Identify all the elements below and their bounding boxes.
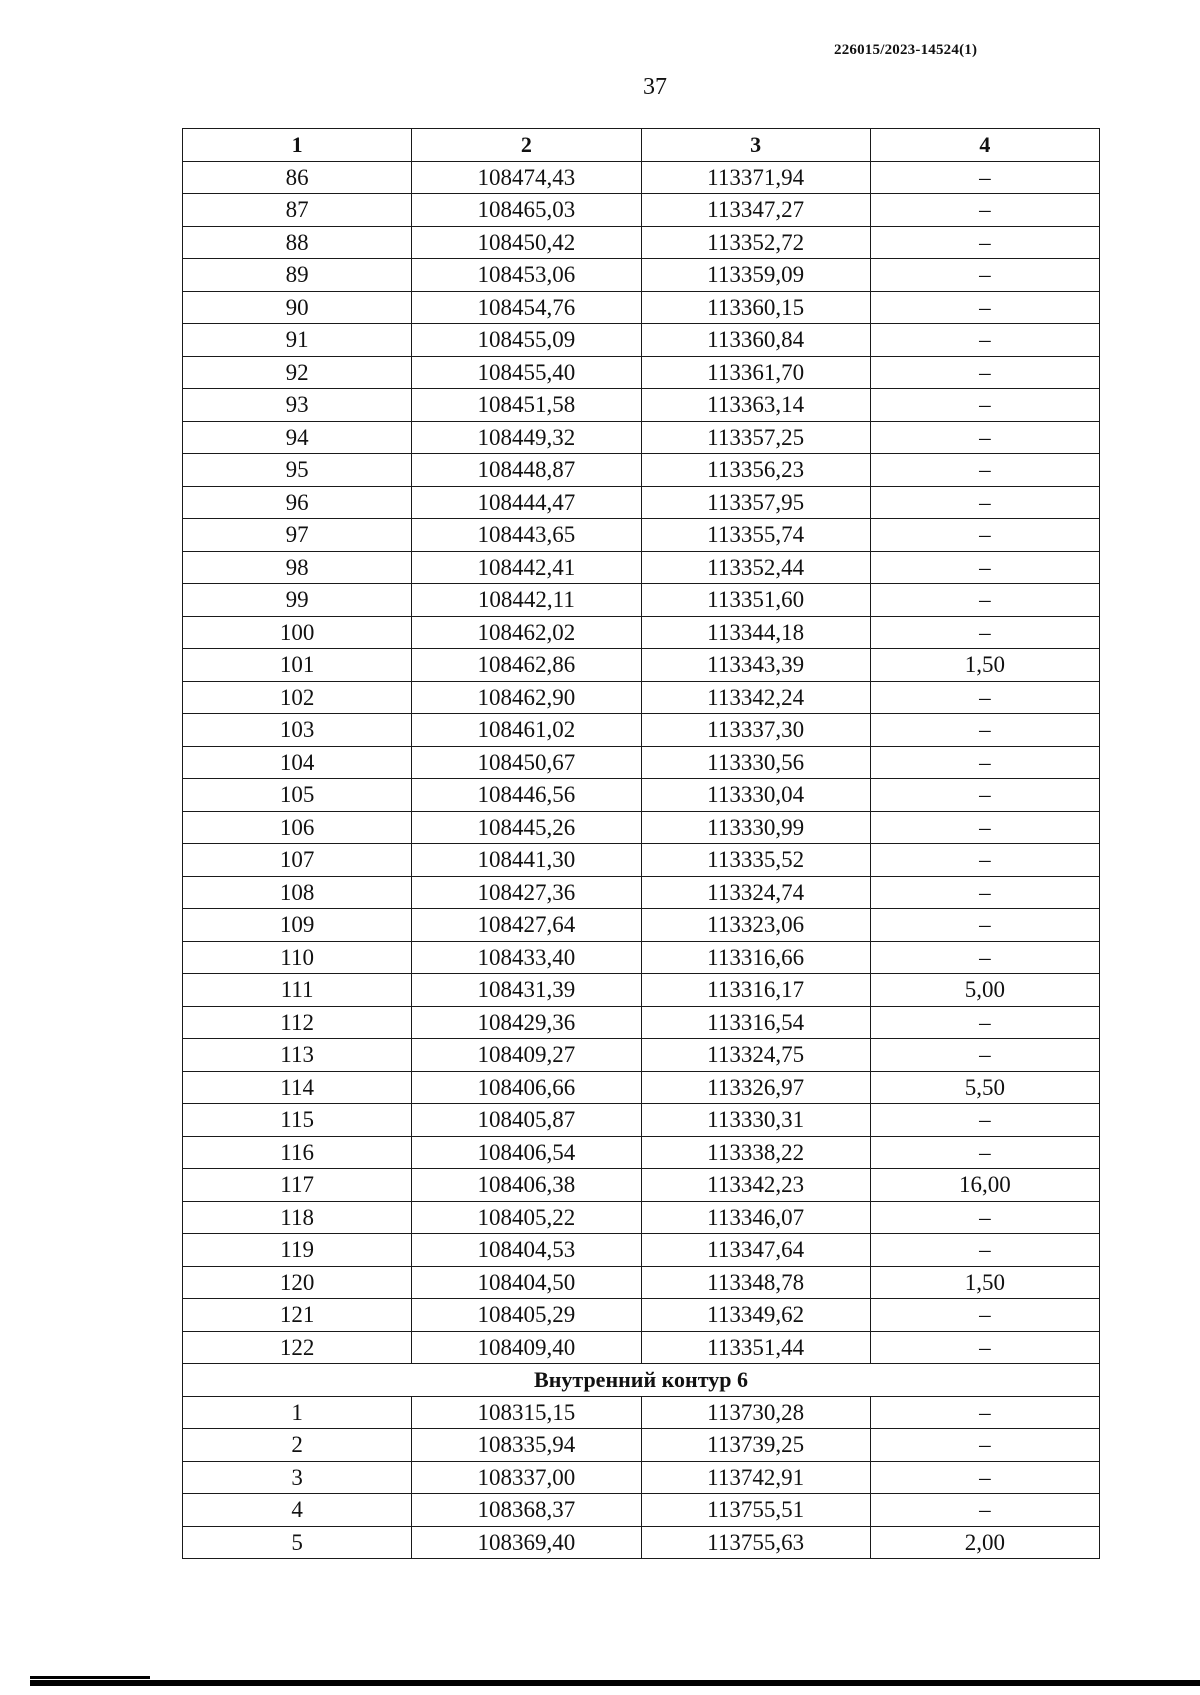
table-cell: 16,00 xyxy=(870,1169,1099,1202)
table-cell: 108405,29 xyxy=(412,1299,641,1332)
table-row xyxy=(183,714,1100,747)
table-cell: 88 xyxy=(183,226,412,259)
table-cell: 113755,63 xyxy=(641,1526,870,1559)
table-cell: 113351,44 xyxy=(641,1331,870,1364)
table-cell: 96 xyxy=(183,486,412,519)
table-cell: 108433,40 xyxy=(412,941,641,974)
table-cell: 113363,14 xyxy=(641,389,870,422)
table-row xyxy=(183,584,1100,617)
table-cell: 108451,58 xyxy=(412,389,641,422)
table-cell: 5 xyxy=(183,1526,412,1559)
table-cell: 108406,66 xyxy=(412,1071,641,1104)
table-row xyxy=(183,194,1100,227)
table-cell: 113338,22 xyxy=(641,1136,870,1169)
table-cell: 117 xyxy=(183,1169,412,1202)
table-row xyxy=(183,1526,1100,1559)
table-cell: 5,00 xyxy=(870,974,1099,1007)
table-cell: 106 xyxy=(183,811,412,844)
table-cell: 113330,31 xyxy=(641,1104,870,1137)
table-cell: – xyxy=(870,1136,1099,1169)
table-cell: 108462,02 xyxy=(412,616,641,649)
table-cell: 108442,41 xyxy=(412,551,641,584)
table-cell: 113326,97 xyxy=(641,1071,870,1104)
table-cell: 108454,76 xyxy=(412,291,641,324)
table-row xyxy=(183,291,1100,324)
table-row xyxy=(183,389,1100,422)
table-cell: 113371,94 xyxy=(641,161,870,194)
table-cell: 87 xyxy=(183,194,412,227)
table-row xyxy=(183,1299,1100,1332)
table-cell: 113323,06 xyxy=(641,909,870,942)
table-cell: 1 xyxy=(183,1396,412,1429)
table-cell: – xyxy=(870,291,1099,324)
table-row xyxy=(183,454,1100,487)
column-header: 3 xyxy=(641,129,870,162)
table-row xyxy=(183,1494,1100,1527)
table-cell: 113361,70 xyxy=(641,356,870,389)
table-cell: 108 xyxy=(183,876,412,909)
table-row xyxy=(183,1331,1100,1364)
table-row xyxy=(183,324,1100,357)
table-cell: 92 xyxy=(183,356,412,389)
column-header: 2 xyxy=(412,129,641,162)
table-cell: – xyxy=(870,1461,1099,1494)
table-cell: 90 xyxy=(183,291,412,324)
table-cell: 1,50 xyxy=(870,1266,1099,1299)
table-cell: 99 xyxy=(183,584,412,617)
table-cell: 118 xyxy=(183,1201,412,1234)
table-row xyxy=(183,1266,1100,1299)
table-cell: 108405,87 xyxy=(412,1104,641,1137)
table-cell: 105 xyxy=(183,779,412,812)
section-header-row xyxy=(183,1364,1100,1397)
table-cell: 113355,74 xyxy=(641,519,870,552)
table-cell: – xyxy=(870,811,1099,844)
table-row xyxy=(183,226,1100,259)
table-row xyxy=(183,941,1100,974)
table-row xyxy=(183,1234,1100,1267)
table-cell: – xyxy=(870,1396,1099,1429)
table-cell: 119 xyxy=(183,1234,412,1267)
column-header: 4 xyxy=(870,129,1099,162)
table-row xyxy=(183,681,1100,714)
scan-edge-line xyxy=(30,1676,150,1679)
table-cell: – xyxy=(870,1006,1099,1039)
table-row xyxy=(183,649,1100,682)
table-cell: 113 xyxy=(183,1039,412,1072)
table-cell: 108404,53 xyxy=(412,1234,641,1267)
table-cell: – xyxy=(870,1234,1099,1267)
table-row xyxy=(183,844,1100,877)
table-cell: – xyxy=(870,779,1099,812)
table-cell: 108455,09 xyxy=(412,324,641,357)
table-cell: – xyxy=(870,421,1099,454)
table-cell: 113337,30 xyxy=(641,714,870,747)
table-cell: 5,50 xyxy=(870,1071,1099,1104)
table-cell: 113349,62 xyxy=(641,1299,870,1332)
table-cell: – xyxy=(870,1429,1099,1462)
table-cell: 108369,40 xyxy=(412,1526,641,1559)
table-cell: – xyxy=(870,1039,1099,1072)
table-cell: 108406,38 xyxy=(412,1169,641,1202)
doc-number: 226015/2023-14524(1) xyxy=(834,42,978,58)
table-cell: 108368,37 xyxy=(412,1494,641,1527)
table-row xyxy=(183,909,1100,942)
table-cell: – xyxy=(870,226,1099,259)
table-cell: 2,00 xyxy=(870,1526,1099,1559)
table-cell: 112 xyxy=(183,1006,412,1039)
table-cell: 113343,39 xyxy=(641,649,870,682)
table-row xyxy=(183,161,1100,194)
table-cell: 115 xyxy=(183,1104,412,1137)
table-row xyxy=(183,1006,1100,1039)
table-cell: – xyxy=(870,259,1099,292)
table-cell: 113316,66 xyxy=(641,941,870,974)
scan-edge-bar xyxy=(30,1680,1200,1686)
table-row xyxy=(183,356,1100,389)
table-row xyxy=(183,259,1100,292)
table-cell: 108449,32 xyxy=(412,421,641,454)
table-body xyxy=(183,161,1100,1364)
table-cell: 113357,95 xyxy=(641,486,870,519)
table-cell: 91 xyxy=(183,324,412,357)
table-cell: 108453,06 xyxy=(412,259,641,292)
table-cell: 113351,60 xyxy=(641,584,870,617)
table-cell: 95 xyxy=(183,454,412,487)
table-cell: – xyxy=(870,519,1099,552)
table-cell: 108441,30 xyxy=(412,844,641,877)
table-cell: 108445,26 xyxy=(412,811,641,844)
table-cell: 113316,17 xyxy=(641,974,870,1007)
table-cell: 3 xyxy=(183,1461,412,1494)
table-cell: 108462,86 xyxy=(412,649,641,682)
table-cell: 108442,11 xyxy=(412,584,641,617)
table-cell: – xyxy=(870,194,1099,227)
table-cell: 108450,67 xyxy=(412,746,641,779)
table-cell: 110 xyxy=(183,941,412,974)
table-cell: 113335,52 xyxy=(641,844,870,877)
table-cell: 108315,15 xyxy=(412,1396,641,1429)
table-cell: 113342,23 xyxy=(641,1169,870,1202)
table-cell: 108450,42 xyxy=(412,226,641,259)
table-cell: – xyxy=(870,681,1099,714)
table-row xyxy=(183,486,1100,519)
table-row xyxy=(183,1039,1100,1072)
table-cell: 116 xyxy=(183,1136,412,1169)
table-row xyxy=(183,876,1100,909)
table-cell: 89 xyxy=(183,259,412,292)
table-cell: 108406,54 xyxy=(412,1136,641,1169)
table-row xyxy=(183,421,1100,454)
table-cell: 108444,47 xyxy=(412,486,641,519)
table-cell: 100 xyxy=(183,616,412,649)
table-cell: 113330,99 xyxy=(641,811,870,844)
table-cell: – xyxy=(870,1104,1099,1137)
table-cell: – xyxy=(870,876,1099,909)
table-row xyxy=(183,1201,1100,1234)
table-cell: 113359,09 xyxy=(641,259,870,292)
table-cell: 101 xyxy=(183,649,412,682)
table-cell: – xyxy=(870,486,1099,519)
table-cell: 113342,24 xyxy=(641,681,870,714)
table-cell: – xyxy=(870,746,1099,779)
table-cell: – xyxy=(870,844,1099,877)
table-cell: 108409,27 xyxy=(412,1039,641,1072)
table-cell: 108405,22 xyxy=(412,1201,641,1234)
table-cell: 113348,78 xyxy=(641,1266,870,1299)
table-cell: 108427,36 xyxy=(412,876,641,909)
table-row xyxy=(183,1461,1100,1494)
table-row xyxy=(183,1071,1100,1104)
table-cell: 108337,00 xyxy=(412,1461,641,1494)
table-cell: 108455,40 xyxy=(412,356,641,389)
table-cell: 108335,94 xyxy=(412,1429,641,1462)
table-cell: 108427,64 xyxy=(412,909,641,942)
table-cell: 2 xyxy=(183,1429,412,1462)
table-row xyxy=(183,779,1100,812)
table-cell: 113347,27 xyxy=(641,194,870,227)
table-row xyxy=(183,1396,1100,1429)
table-cell: 113324,75 xyxy=(641,1039,870,1072)
section-table-body xyxy=(183,1396,1100,1559)
table-cell: 86 xyxy=(183,161,412,194)
table-cell: 122 xyxy=(183,1331,412,1364)
table-row xyxy=(183,974,1100,1007)
table-cell: 108409,40 xyxy=(412,1331,641,1364)
table-cell: 113352,72 xyxy=(641,226,870,259)
table-cell: – xyxy=(870,324,1099,357)
table-row xyxy=(183,551,1100,584)
coordinates-table xyxy=(182,128,1100,1559)
table-cell: 113324,74 xyxy=(641,876,870,909)
table-cell: 113316,54 xyxy=(641,1006,870,1039)
table-cell: 113739,25 xyxy=(641,1429,870,1462)
section-title: Внутренний контур 6 xyxy=(183,1364,1100,1397)
table-cell: 113730,28 xyxy=(641,1396,870,1429)
table-cell: 103 xyxy=(183,714,412,747)
table-cell: 94 xyxy=(183,421,412,454)
table-cell: 4 xyxy=(183,1494,412,1527)
table-cell: – xyxy=(870,389,1099,422)
table-cell: 108474,43 xyxy=(412,161,641,194)
table-cell: – xyxy=(870,1299,1099,1332)
table-cell: 113360,84 xyxy=(641,324,870,357)
table-cell: 104 xyxy=(183,746,412,779)
table-cell: 113356,23 xyxy=(641,454,870,487)
table-cell: – xyxy=(870,1494,1099,1527)
table-cell: 113344,18 xyxy=(641,616,870,649)
table-cell: 113357,25 xyxy=(641,421,870,454)
table-cell: 108446,56 xyxy=(412,779,641,812)
table-cell: 108448,87 xyxy=(412,454,641,487)
table-cell: 113352,44 xyxy=(641,551,870,584)
table-row xyxy=(183,1169,1100,1202)
table-cell: 108461,02 xyxy=(412,714,641,747)
table-cell: 102 xyxy=(183,681,412,714)
table-cell: – xyxy=(870,356,1099,389)
table-cell: 120 xyxy=(183,1266,412,1299)
table-cell: 108443,65 xyxy=(412,519,641,552)
table-cell: – xyxy=(870,1201,1099,1234)
table-cell: 113347,64 xyxy=(641,1234,870,1267)
table-cell: – xyxy=(870,454,1099,487)
table-cell: 1,50 xyxy=(870,649,1099,682)
table-cell: – xyxy=(870,1331,1099,1364)
table-cell: 108404,50 xyxy=(412,1266,641,1299)
table-row xyxy=(183,746,1100,779)
table-cell: – xyxy=(870,714,1099,747)
table-row xyxy=(183,616,1100,649)
column-header: 1 xyxy=(183,129,412,162)
table-row xyxy=(183,1104,1100,1137)
table-row xyxy=(183,1429,1100,1462)
table-cell: 109 xyxy=(183,909,412,942)
table-cell: 114 xyxy=(183,1071,412,1104)
table-cell: 98 xyxy=(183,551,412,584)
table-cell: 108462,90 xyxy=(412,681,641,714)
table-row xyxy=(183,1136,1100,1169)
table-cell: 107 xyxy=(183,844,412,877)
table-cell: – xyxy=(870,616,1099,649)
table-header-row xyxy=(183,129,1100,162)
table-cell: 113330,56 xyxy=(641,746,870,779)
table-cell: – xyxy=(870,909,1099,942)
table-cell: – xyxy=(870,551,1099,584)
table-cell: 121 xyxy=(183,1299,412,1332)
table-cell: 113346,07 xyxy=(641,1201,870,1234)
table-cell: 108465,03 xyxy=(412,194,641,227)
table-cell: 113360,15 xyxy=(641,291,870,324)
table-cell: 113330,04 xyxy=(641,779,870,812)
page-number: 37 xyxy=(643,74,667,100)
table-row xyxy=(183,811,1100,844)
table-cell: 108429,36 xyxy=(412,1006,641,1039)
table-cell: 113755,51 xyxy=(641,1494,870,1527)
table-cell: – xyxy=(870,161,1099,194)
table-cell: – xyxy=(870,941,1099,974)
table-cell: 111 xyxy=(183,974,412,1007)
table-row xyxy=(183,519,1100,552)
table-cell: 108431,39 xyxy=(412,974,641,1007)
section-header-body xyxy=(183,1364,1100,1397)
table-cell: 113742,91 xyxy=(641,1461,870,1494)
table-cell: 93 xyxy=(183,389,412,422)
table-cell: – xyxy=(870,584,1099,617)
table-cell: 97 xyxy=(183,519,412,552)
